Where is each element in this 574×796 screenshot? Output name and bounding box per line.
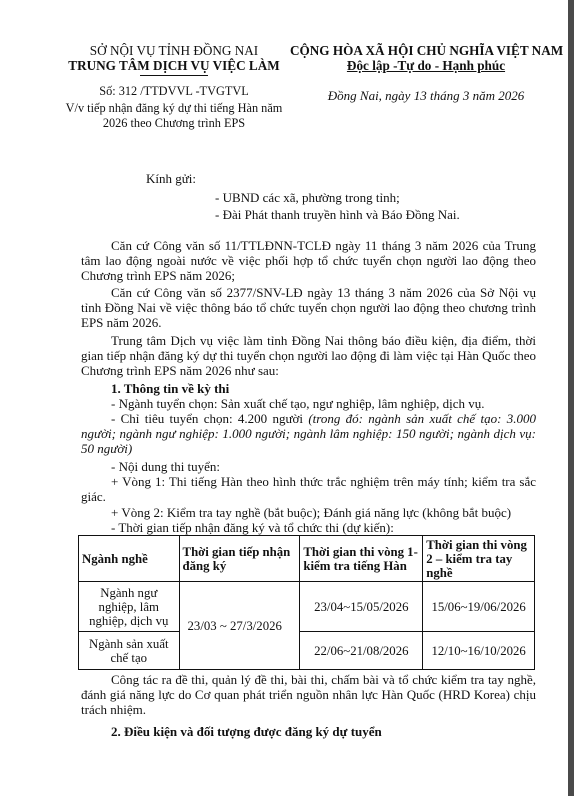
page-edge: [568, 0, 574, 796]
recipient-item: - UBND các xã, phường trong tỉnh;: [215, 190, 400, 205]
agency-underline: [140, 75, 208, 76]
round-2-cell: 15/06~19/06/2026: [423, 582, 535, 632]
table-row: [79, 632, 535, 670]
round-2-cell: 12/10~16/10/2026: [423, 632, 535, 670]
header-cell: Thời gian thi vòng 2 – kiểm tra tay nghề: [423, 536, 535, 582]
place-date: Đồng Nai, ngày 13 tháng 3 năm 2026: [327, 88, 525, 103]
section-1-title: 1. Thông tin về kỳ thi: [111, 381, 230, 396]
greeting: Kính gửi:: [146, 171, 197, 186]
header-cell: Thời gian tiếp nhận đăng ký: [179, 536, 300, 582]
agency-parent: SỞ NỘI VỤ TỈNH ĐỒNG NAI: [89, 43, 259, 58]
quota-detail: (trong đó: ngành sản xuất chế tạo: 3.000 người; ngành ngư nghiệp: 1.000 người; ngành lâm nghiệp: 150 người; ngành dịch vụ: 50 người): [81, 411, 536, 456]
motto: Độc lập -Tự do - Hạnh phúc: [346, 58, 506, 73]
sector-cell: Ngành sản xuất chế tạo: [79, 632, 180, 670]
round-2-text: + Vòng 2: Kiểm tra tay nghề (bắt buộc); Đánh giá năng lực (không bắt buộc): [111, 505, 512, 520]
doc-number: Số: 312 /TTDVVL -TVGTVL: [99, 84, 249, 98]
header-cell: Thời gian thi vòng 1- kiểm tra tiếng Hàn: [300, 536, 423, 582]
industries-line: - Ngành tuyển chọn: Sản xuất chế tạo, ngư nghiệp, lâm nghiệp, dịch vụ.: [111, 396, 485, 411]
recipient-item: - Đài Phát thanh truyền hình và Báo Đồng Nai.: [215, 207, 460, 222]
subject-line-2: 2026 theo Chương trình EPS: [102, 116, 246, 130]
sector-cell: Ngành ngư nghiệp, lâm nghiệp, dịch vụ: [79, 582, 180, 632]
round-1-cell: 22/06~21/08/2026: [300, 632, 423, 670]
paragraph-legal-basis-2: Căn cứ Công văn số 2377/SNV-LĐ ngày 13 tháng 3 năm 2026 của Sở Nội vụ tỉnh Đồng Nai về việc thông báo tổ chức tuyển chọn người lao động theo chương trình EPS năm 2026.: [81, 285, 536, 330]
quota-lead: - Chỉ tiêu tuyển chọn: 4.200 người: [111, 411, 309, 426]
schedule-table: [78, 535, 535, 670]
header-cell: Ngành nghề: [79, 536, 180, 582]
subject-line-1: V/v tiếp nhận đăng ký dự thi tiếng Hàn năm: [65, 101, 283, 115]
national-title: CỘNG HÒA XÃ HỘI CHỦ NGHĨA VIỆT NAM: [290, 43, 564, 58]
round-1-cell: 23/04~15/05/2026: [300, 582, 423, 632]
content-label: - Nội dung thi tuyển:: [111, 459, 221, 474]
agency-name: TRUNG TÂM DỊCH VỤ VIỆC LÀM: [68, 58, 280, 73]
paragraph-legal-basis-1: Căn cứ Công văn số 11/TTLĐNN-TCLĐ ngày 11 tháng 3 năm 2026 của Trung tâm lao động ngoài nước về việc phối hợp tổ chức tuyển chọn người lao động theo Chương trình EPS năm 2026;: [81, 238, 536, 283]
table-header-row: [79, 536, 535, 582]
paragraph-announcement: Trung tâm Dịch vụ việc làm tỉnh Đồng Nai thông báo điều kiện, địa điểm, thời gian tiếp nhận đăng ký dự thi tuyển chọn người lao động đi làm việc tại Hàn Quốc theo Chương trình EPS năm 2026 như sau:: [81, 333, 536, 378]
schedule-label: - Thời gian tiếp nhận đăng ký và tổ chức thi (dự kiến):: [111, 520, 394, 535]
quota-paragraph: [81, 411, 536, 456]
registration-period-cell: 23/03 ~ 27/3/2026: [179, 582, 300, 670]
table-row: [79, 582, 535, 632]
closing-paragraph: Công tác ra đề thi, quản lý đề thi, bài thi, chấm bài và tổ chức kiểm tra tay nghề, đánh giá năng lực do Cơ quan phát triển nguồn nhân lực Hàn Quốc (HRD Korea) chịu trách nhiệm.: [81, 672, 536, 717]
section-2-title: 2. Điều kiện và đối tượng được đăng ký dự tuyển: [111, 724, 382, 739]
round-1-text: + Vòng 1: Thi tiếng Hàn theo hình thức trắc nghiệm trên máy tính; kiểm tra sắc giác.: [81, 474, 536, 504]
